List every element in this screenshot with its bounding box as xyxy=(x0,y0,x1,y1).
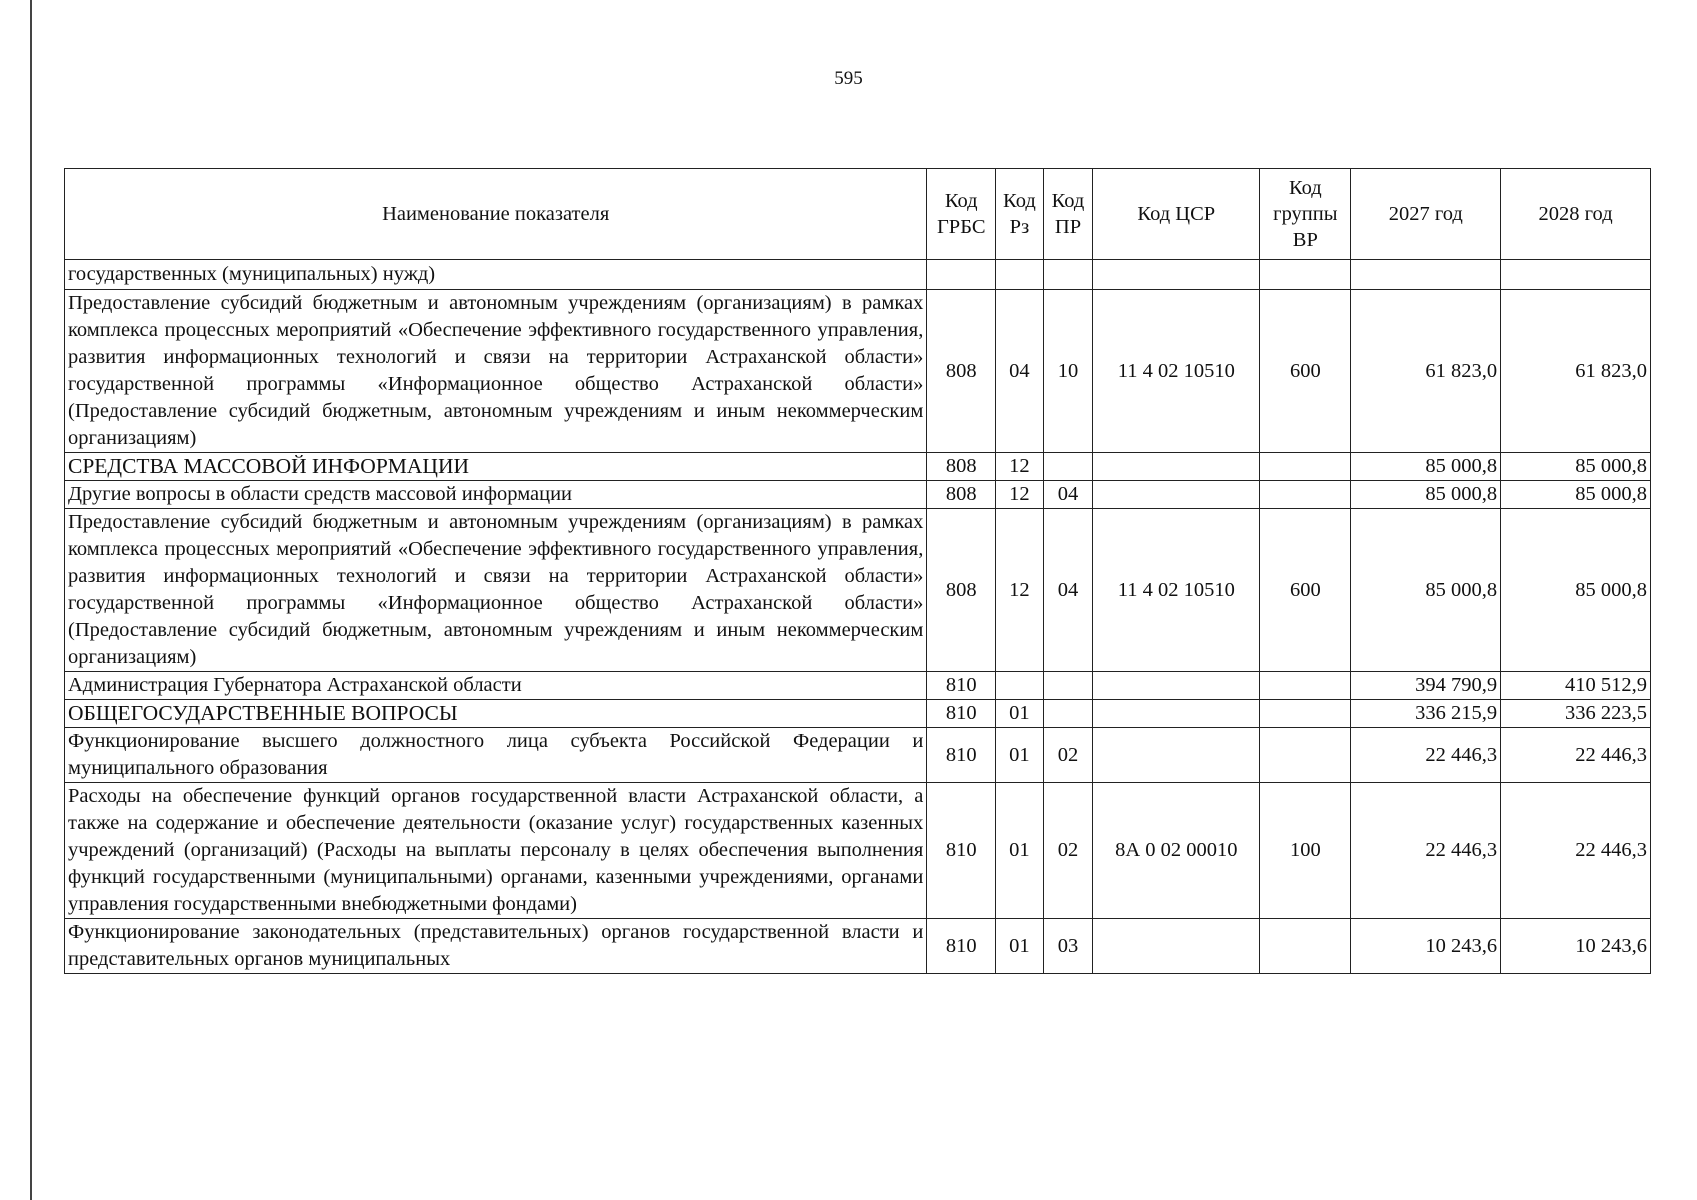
row-rz: 01 xyxy=(996,919,1044,974)
table-row xyxy=(65,672,1651,700)
row-grbs: 810 xyxy=(927,919,996,974)
table-row xyxy=(65,481,1651,509)
row-pr: 10 xyxy=(1043,290,1093,453)
row-vr xyxy=(1260,260,1351,290)
row-vr xyxy=(1260,728,1351,783)
row-csr: 8А 0 02 00010 xyxy=(1093,783,1260,919)
row-name: Другие вопросы в области средств массовой информации xyxy=(65,481,927,509)
row-name: Функционирование законодательных (представительных) органов государственной власти и представительных органов муниципальных xyxy=(65,919,927,974)
left-margin-rule xyxy=(30,0,32,1200)
row-vr xyxy=(1260,672,1351,700)
row-grbs: 808 xyxy=(927,481,996,509)
row-csr: 11 4 02 10510 xyxy=(1093,290,1260,453)
row-rz: 04 xyxy=(996,290,1044,453)
row-grbs: 808 xyxy=(927,290,996,453)
row-2028: 10 243,6 xyxy=(1501,919,1651,974)
row-2027: 85 000,8 xyxy=(1351,481,1501,509)
row-2027: 22 446,3 xyxy=(1351,783,1501,919)
row-2027: 22 446,3 xyxy=(1351,728,1501,783)
row-pr: 04 xyxy=(1043,481,1093,509)
row-pr: 02 xyxy=(1043,728,1093,783)
row-2028: 22 446,3 xyxy=(1501,783,1651,919)
table-row xyxy=(65,700,1651,728)
table-row xyxy=(65,728,1651,783)
row-2027: 85 000,8 xyxy=(1351,509,1501,672)
row-name: Предоставление субсидий бюджетным и автономным учреждениям (организациям) в рамках комплекса процессных мероприятий «Обеспечение эффективного государственного управления, развития информационных технологий и связи на территории Астраханской области» государственной программы «Информационное общество Астраханской области» (Предоставление субсидий бюджетным, автономным учреждениям и иным некоммерческим организациям) xyxy=(65,509,927,672)
row-rz xyxy=(996,672,1044,700)
row-name: Администрация Губернатора Астраханской области xyxy=(65,672,927,700)
row-vr xyxy=(1260,700,1351,728)
row-2028: 410 512,9 xyxy=(1501,672,1651,700)
row-vr xyxy=(1260,481,1351,509)
row-2027: 394 790,9 xyxy=(1351,672,1501,700)
row-pr: 03 xyxy=(1043,919,1093,974)
row-name: Предоставление субсидий бюджетным и автономным учреждениям (организациям) в рамках комплекса процессных мероприятий «Обеспечение эффективного государственного управления, развития информационных технологий и связи на территории Астраханской области» государственной программы «Информационное общество Астраханской области» (Предоставление субсидий бюджетным, автономным учреждениям и иным некоммерческим организациям) xyxy=(65,290,927,453)
row-rz: 01 xyxy=(996,728,1044,783)
row-pr xyxy=(1043,260,1093,290)
row-rz: 12 xyxy=(996,481,1044,509)
row-csr xyxy=(1093,481,1260,509)
row-rz: 01 xyxy=(996,783,1044,919)
row-vr: 600 xyxy=(1260,509,1351,672)
page-number: 595 xyxy=(834,68,863,89)
row-pr xyxy=(1043,700,1093,728)
row-2028: 22 446,3 xyxy=(1501,728,1651,783)
row-2027: 61 823,0 xyxy=(1351,290,1501,453)
row-name: Функционирование высшего должностного лица субъекта Российской Федерации и муниципального образования xyxy=(65,728,927,783)
row-grbs xyxy=(927,260,996,290)
row-name: СРЕДСТВА МАССОВОЙ ИНФОРМАЦИИ xyxy=(65,453,927,481)
table-row xyxy=(65,453,1651,481)
row-csr xyxy=(1093,700,1260,728)
header-2028: 2028 год xyxy=(1501,169,1651,260)
row-2028: 85 000,8 xyxy=(1501,453,1651,481)
row-2028: 61 823,0 xyxy=(1501,290,1651,453)
row-csr: 11 4 02 10510 xyxy=(1093,509,1260,672)
row-pr xyxy=(1043,672,1093,700)
row-name: ОБЩЕГОСУДАРСТВЕННЫЕ ВОПРОСЫ xyxy=(65,700,927,728)
row-csr xyxy=(1093,919,1260,974)
header-grbs: Код ГРБС xyxy=(927,169,996,260)
row-grbs: 810 xyxy=(927,783,996,919)
row-name: Расходы на обеспечение функций органов государственной власти Астраханской области, а также на содержание и обеспечение деятельности (оказание услуг) государственных казенных учреждений (организаций) (Расходы на выплаты персоналу в целях обеспечения выполнения функций государственными (муниципальными) органами, казенными учреждениями, органами управления государственными внебюджетными фондами) xyxy=(65,783,927,919)
header-csr: Код ЦСР xyxy=(1093,169,1260,260)
row-vr xyxy=(1260,453,1351,481)
row-grbs: 808 xyxy=(927,453,996,481)
row-rz: 01 xyxy=(996,700,1044,728)
table-row xyxy=(65,290,1651,453)
row-2027 xyxy=(1351,260,1501,290)
row-vr: 100 xyxy=(1260,783,1351,919)
row-grbs: 810 xyxy=(927,700,996,728)
row-vr xyxy=(1260,919,1351,974)
row-name: государственных (муниципальных) нужд) xyxy=(65,260,927,290)
table-row xyxy=(65,260,1651,290)
row-csr xyxy=(1093,672,1260,700)
row-pr: 02 xyxy=(1043,783,1093,919)
table-header-row xyxy=(65,169,1651,260)
budget-table xyxy=(64,168,1651,974)
table-row xyxy=(65,919,1651,974)
row-2028 xyxy=(1501,260,1651,290)
row-rz: 12 xyxy=(996,453,1044,481)
row-2027: 336 215,9 xyxy=(1351,700,1501,728)
table-row xyxy=(65,783,1651,919)
row-csr xyxy=(1093,728,1260,783)
row-2027: 10 243,6 xyxy=(1351,919,1501,974)
row-pr: 04 xyxy=(1043,509,1093,672)
row-grbs: 810 xyxy=(927,672,996,700)
row-rz xyxy=(996,260,1044,290)
row-2027: 85 000,8 xyxy=(1351,453,1501,481)
row-2028: 85 000,8 xyxy=(1501,481,1651,509)
row-pr xyxy=(1043,453,1093,481)
row-rz: 12 xyxy=(996,509,1044,672)
header-2027: 2027 год xyxy=(1351,169,1501,260)
row-2028: 336 223,5 xyxy=(1501,700,1651,728)
table-row xyxy=(65,509,1651,672)
header-rz: Код Рз xyxy=(996,169,1044,260)
row-grbs: 808 xyxy=(927,509,996,672)
header-name: Наименование показателя xyxy=(65,169,927,260)
row-csr xyxy=(1093,260,1260,290)
row-grbs: 810 xyxy=(927,728,996,783)
header-pr: Код ПР xyxy=(1043,169,1093,260)
row-vr: 600 xyxy=(1260,290,1351,453)
header-vr: Код группы ВР xyxy=(1260,169,1351,260)
row-2028: 85 000,8 xyxy=(1501,509,1651,672)
row-csr xyxy=(1093,453,1260,481)
